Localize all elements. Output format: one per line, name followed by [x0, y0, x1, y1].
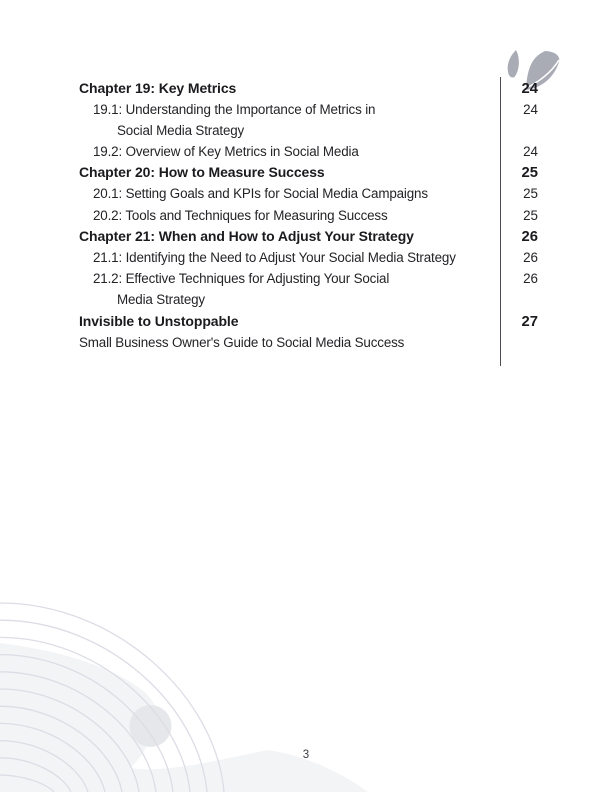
toc-page-number: 26 — [521, 228, 538, 245]
toc-row — [79, 99, 538, 120]
toc-page-number: 24 — [521, 80, 538, 97]
toc-row — [79, 289, 538, 310]
page-number-footer: 3 — [302, 749, 310, 761]
table-of-contents — [79, 78, 538, 353]
toc-entry-label: 19.2: Overview of Key Metrics in Social Media — [93, 144, 359, 160]
toc-page-number: 25 — [521, 165, 538, 182]
toc-entry-label: Chapter 21: When and How to Adjust Your Strategy — [79, 227, 414, 244]
toc-page-number: 25 — [523, 186, 538, 202]
toc-entry-label: 20.2: Tools and Techniques for Measuring Success — [93, 207, 388, 223]
toc-page-number: 26 — [523, 250, 538, 265]
toc-entry-label: Chapter 20: How to Measure Success — [79, 164, 325, 181]
toc-row — [79, 205, 538, 226]
toc-entry-label: Invisible to Unstoppable — [79, 312, 239, 329]
toc-page-number: 27 — [521, 313, 538, 330]
toc-entry-label: 19.1: Understanding the Importance of Metrics in — [93, 101, 376, 117]
toc-row — [79, 141, 538, 162]
toc-row — [79, 226, 538, 247]
toc-entry-label: 20.1: Setting Goals and KPIs for Social Media Campaigns — [93, 186, 428, 202]
toc-page-number: 24 — [523, 144, 538, 160]
toc-row — [79, 183, 538, 204]
toc-entry-label: Social Media Strategy — [117, 122, 245, 138]
toc-entry-label: 21.1: Identifying the Need to Adjust Your Social Media Strategy — [93, 250, 456, 265]
toc-row — [79, 120, 538, 141]
toc-row — [79, 78, 538, 99]
toc-page-number: 25 — [523, 207, 538, 223]
toc-row — [79, 332, 538, 353]
toc-row — [79, 268, 538, 289]
toc-entry-label: 21.2: Effective Techniques for Adjusting Your Social — [93, 271, 390, 287]
toc-entry-label: Small Business Owner's Guide to Social Media Success — [79, 334, 405, 350]
toc-entry-label: Chapter 19: Key Metrics — [79, 79, 237, 96]
toc-row — [79, 311, 538, 332]
toc-row — [79, 247, 538, 268]
toc-page-number: 24 — [523, 101, 538, 117]
toc-entry-label: Media Strategy — [117, 292, 205, 308]
toc-page-number: 26 — [523, 271, 538, 287]
toc-row — [79, 162, 538, 183]
